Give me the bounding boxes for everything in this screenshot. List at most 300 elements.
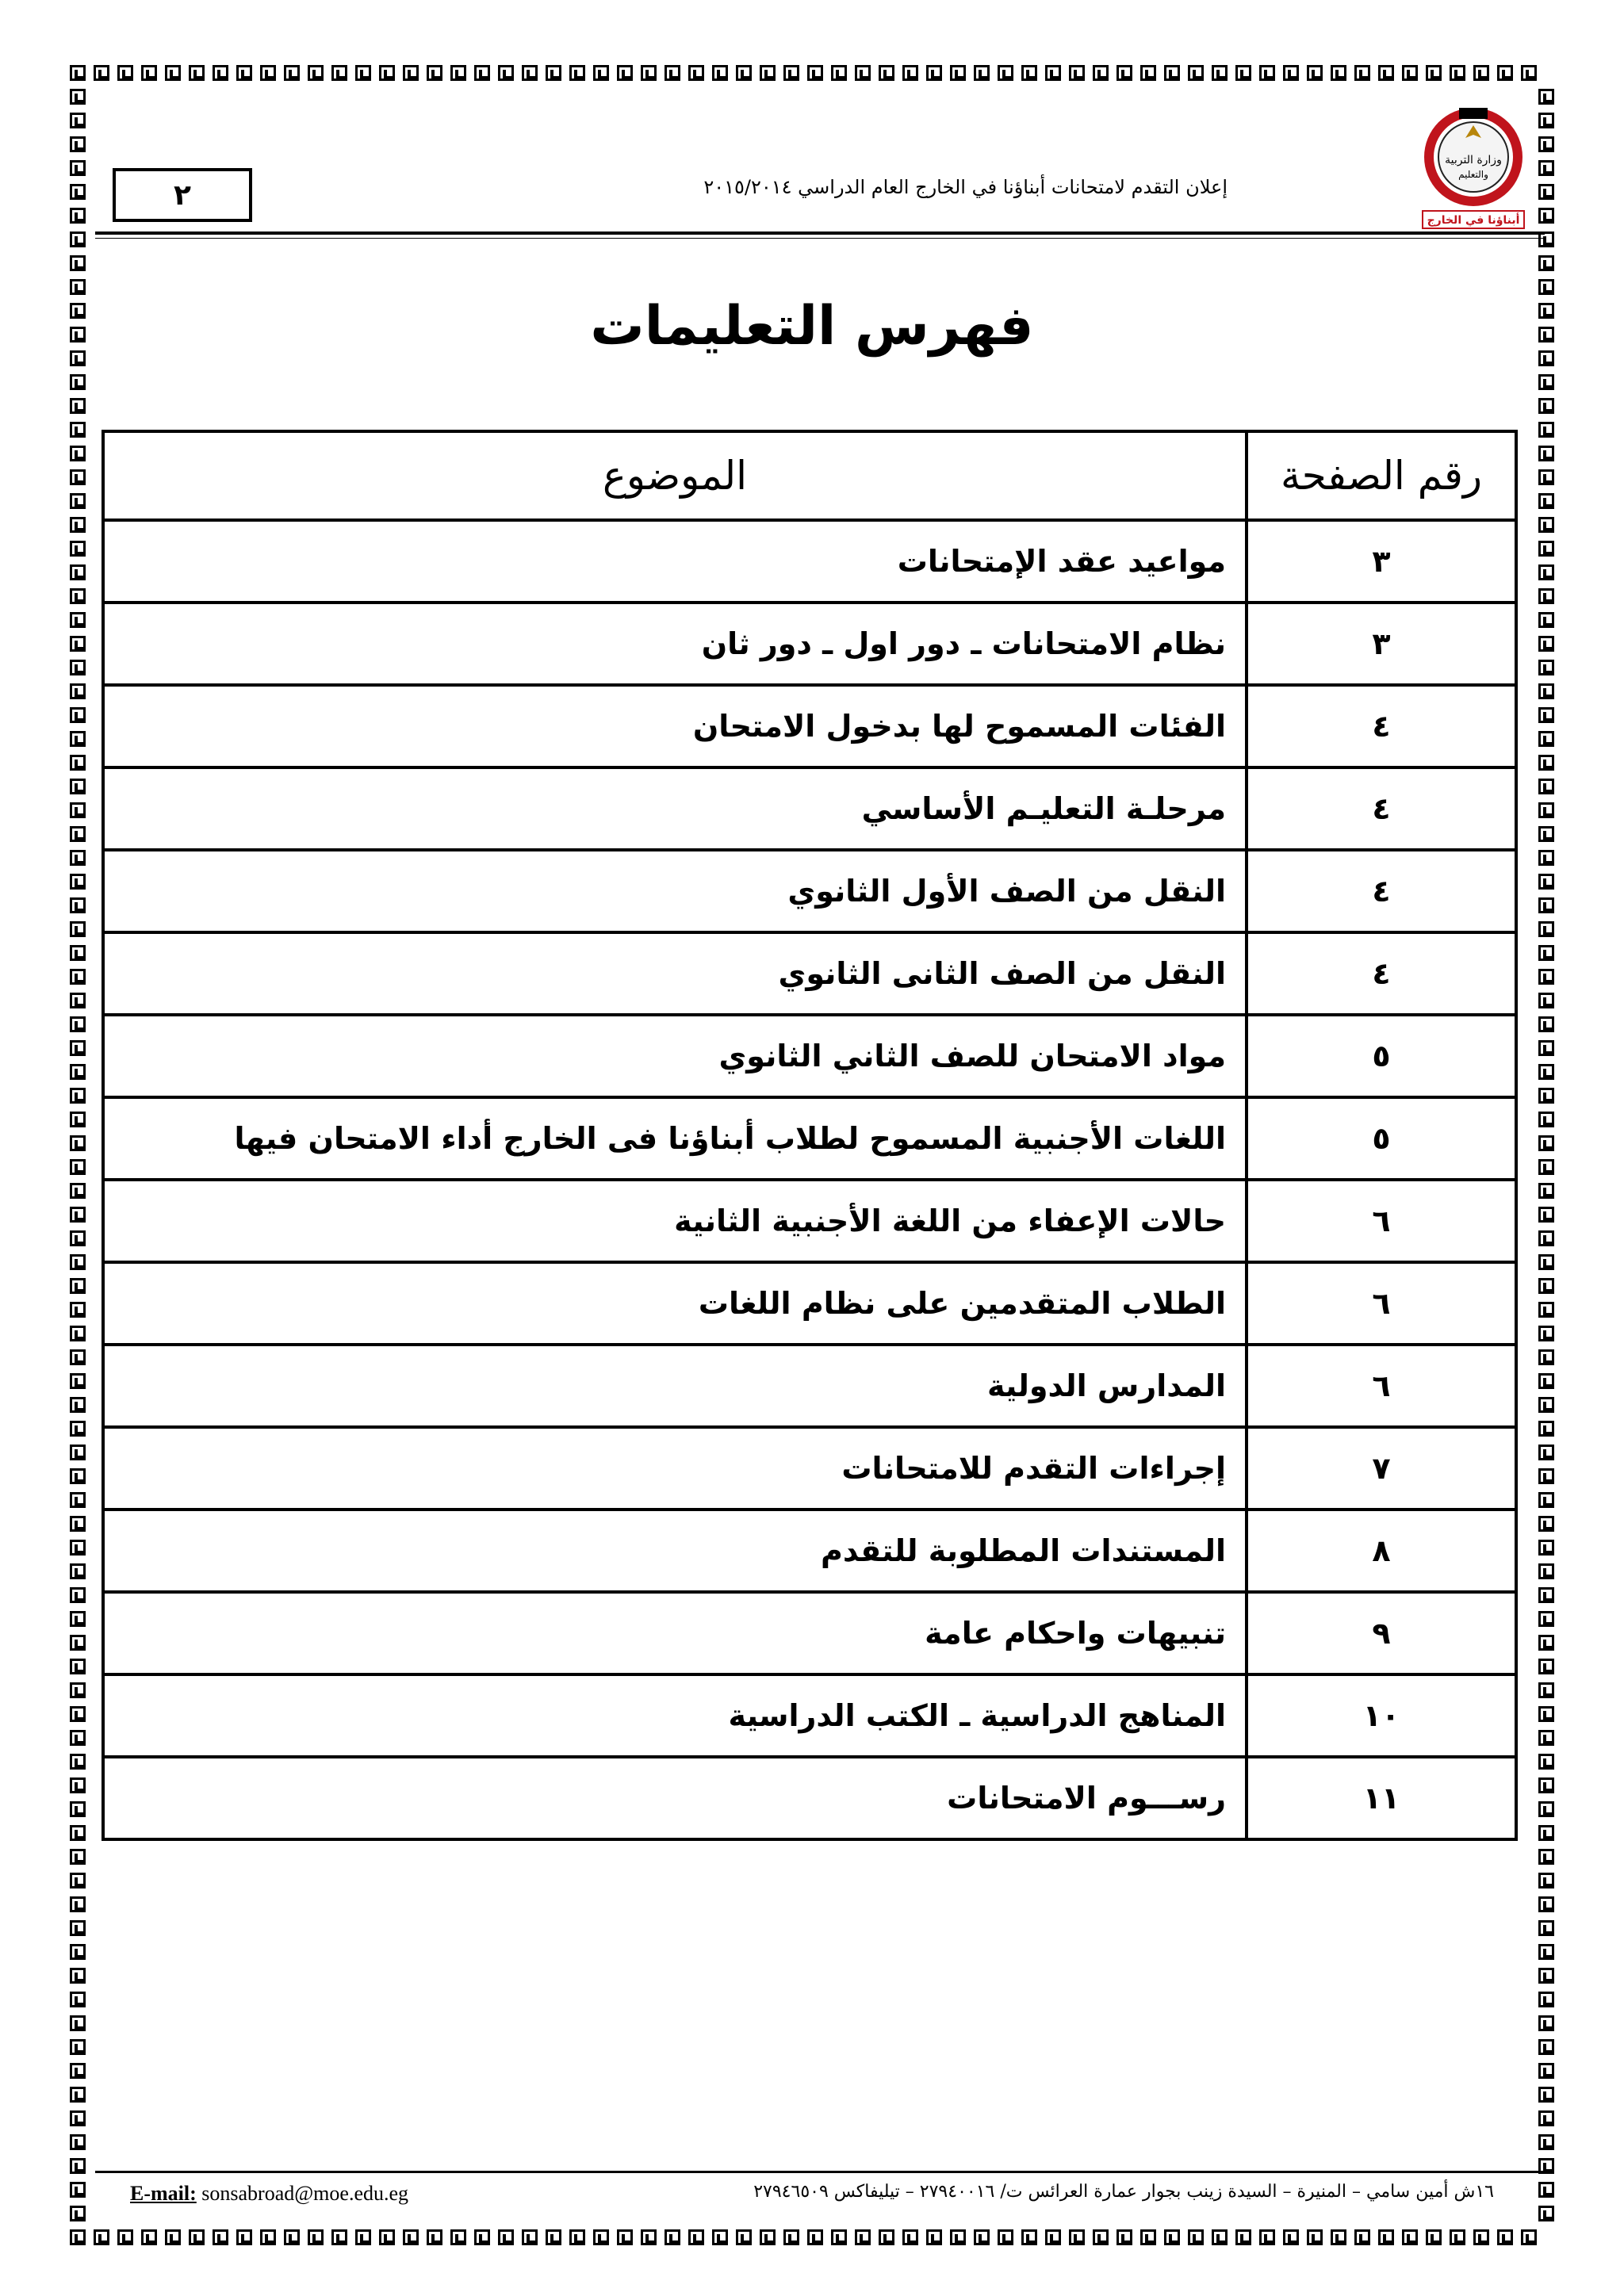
email-address[interactable]: sonsabroad@moe.edu.eg (201, 2182, 409, 2205)
border-square (1212, 2229, 1228, 2245)
border-square (807, 2229, 823, 2245)
toc-page-number: ٧ (1247, 1427, 1516, 1510)
border-square (70, 683, 86, 699)
border-square (70, 2063, 86, 2079)
border-square (165, 65, 181, 81)
logo-caption: أبناؤنا في الخارج (1427, 214, 1520, 227)
border-square (236, 65, 252, 81)
border-square (1538, 1825, 1554, 1841)
border-square (1538, 517, 1554, 533)
border-square (1538, 2015, 1554, 2031)
border-square (1538, 1659, 1554, 1674)
border-square (70, 1278, 86, 1294)
border-square (70, 874, 86, 890)
toc-page-number: ٤ (1247, 932, 1516, 1015)
border-square (1538, 493, 1554, 509)
border-square (70, 636, 86, 652)
border-square (1538, 2182, 1554, 2198)
border-square (641, 2229, 657, 2245)
border-square (213, 65, 228, 81)
page-title: فهرس التعليمات (590, 295, 1034, 358)
border-square (117, 2229, 133, 2245)
toc-topic: إجراءات التقدم للامتحانات (103, 1427, 1247, 1510)
border-square (1538, 1635, 1554, 1651)
border-square (1538, 1135, 1554, 1151)
border-square (1426, 2229, 1442, 2245)
border-square (1538, 1349, 1554, 1365)
border-square (1259, 65, 1275, 81)
border-square (189, 2229, 205, 2245)
border-square (569, 65, 585, 81)
border-square (1497, 2229, 1513, 2245)
border-square (1331, 65, 1346, 81)
border-square (284, 2229, 300, 2245)
border-square (1473, 65, 1489, 81)
border-square (1538, 1397, 1554, 1413)
border-square (70, 2039, 86, 2055)
border-square (1021, 2229, 1037, 2245)
border-square (70, 1801, 86, 1817)
border-square (1164, 65, 1180, 81)
border-square (70, 160, 86, 176)
border-square (1538, 802, 1554, 818)
border-square (1164, 2229, 1180, 2245)
border-square (1538, 1682, 1554, 1698)
border-square (70, 1064, 86, 1080)
table-row (103, 603, 1516, 685)
footer-email (130, 2182, 408, 2206)
table-row (103, 520, 1516, 603)
border-square (70, 398, 86, 414)
border-square (712, 2229, 728, 2245)
border-square (1538, 945, 1554, 961)
border-square (70, 517, 86, 533)
border-bottom (70, 2229, 1537, 2245)
toc-page-number: ٦ (1247, 1180, 1516, 1262)
border-square (1521, 2229, 1537, 2245)
border-square (593, 65, 609, 81)
border-square (70, 493, 86, 509)
border-square (1538, 208, 1554, 224)
border-square (1538, 1016, 1554, 1032)
border-square (1378, 2229, 1394, 2245)
border-square (1045, 2229, 1061, 2245)
column-header-topic: الموضوع (103, 431, 1247, 520)
toc-page-number: ٣ (1247, 603, 1516, 685)
border-square (70, 65, 86, 81)
border-square (1538, 755, 1554, 771)
border-square (1045, 65, 1061, 81)
border-square (1538, 1183, 1554, 1199)
border-square (1378, 65, 1394, 81)
border-square (1538, 1992, 1554, 2007)
toc-page-number: ٤ (1247, 767, 1516, 850)
table-row (103, 1757, 1516, 1839)
border-square (1538, 279, 1554, 295)
border-square (70, 802, 86, 818)
border-square (1538, 1587, 1554, 1603)
border-square (70, 1825, 86, 1841)
border-top (70, 65, 1537, 81)
border-square (70, 731, 86, 747)
border-square (926, 65, 942, 81)
border-square (998, 2229, 1013, 2245)
toc-topic: تنبيهات واحكام عامة (103, 1592, 1247, 1674)
border-square (1538, 874, 1554, 890)
toc-topic: النقل من الصف الثانى الثانوي (103, 932, 1247, 1015)
border-square (70, 1183, 86, 1199)
border-square (1538, 541, 1554, 557)
border-square (1069, 2229, 1085, 2245)
border-square (1538, 1445, 1554, 1460)
border-square (1538, 1968, 1554, 1984)
border-square (1538, 779, 1554, 794)
border-square (165, 2229, 181, 2245)
border-square (1538, 160, 1554, 176)
border-square (1538, 564, 1554, 580)
header-title: إعلان التقدم لامتحانات أبناؤنا في الخارج العام الدراسي ٢٠١٥/٢٠١٤ (703, 176, 1228, 198)
border-square (70, 1896, 86, 1912)
border-square (1538, 660, 1554, 675)
border-square (831, 2229, 847, 2245)
border-square (70, 612, 86, 628)
border-square (1116, 2229, 1132, 2245)
email-label: E-mail: (130, 2182, 197, 2205)
border-square (1538, 1944, 1554, 1960)
border-square (70, 113, 86, 128)
border-square (1538, 113, 1554, 128)
border-square (1538, 1326, 1554, 1341)
border-square (70, 1944, 86, 1960)
border-square (1538, 1920, 1554, 1936)
border-square (70, 1849, 86, 1865)
table-row (103, 1262, 1516, 1345)
border-square (712, 65, 728, 81)
border-square (1538, 1849, 1554, 1865)
border-square (1538, 255, 1554, 271)
border-square (70, 1040, 86, 1056)
border-square (1402, 65, 1418, 81)
border-square (1538, 1373, 1554, 1389)
border-square (308, 2229, 324, 2245)
border-square (1538, 1468, 1554, 1484)
border-square (1538, 1896, 1554, 1912)
border-square (70, 993, 86, 1008)
border-square (1140, 2229, 1156, 2245)
border-square (1538, 1064, 1554, 1080)
border-square (70, 1135, 86, 1151)
table-row (103, 767, 1516, 850)
border-square (450, 65, 466, 81)
toc-page-number: ٦ (1247, 1262, 1516, 1345)
border-square (70, 2158, 86, 2174)
border-square (70, 1373, 86, 1389)
border-square (1259, 2229, 1275, 2245)
toc-header-row (103, 431, 1516, 520)
border-square (1538, 1040, 1554, 1056)
border-square (70, 2206, 86, 2221)
border-square (1354, 65, 1370, 81)
border-square (1538, 612, 1554, 628)
border-square (783, 65, 799, 81)
border-square (70, 1777, 86, 1793)
border-square (1188, 65, 1204, 81)
border-square (807, 65, 823, 81)
border-square (1538, 2063, 1554, 2079)
border-square (1538, 1302, 1554, 1318)
svg-text:وزارة التربية: وزارة التربية (1445, 154, 1502, 166)
border-square (379, 65, 395, 81)
border-square (569, 2229, 585, 2245)
border-square (70, 422, 86, 438)
toc-table (102, 430, 1518, 1841)
border-square (1021, 65, 1037, 81)
toc-topic: النقل من الصف الأول الثانوي (103, 850, 1247, 932)
border-square (70, 1611, 86, 1627)
border-square (1450, 65, 1465, 81)
border-square (427, 2229, 442, 2245)
border-square (1538, 398, 1554, 414)
border-square (1538, 1492, 1554, 1508)
border-square (1538, 850, 1554, 866)
border-square (688, 2229, 704, 2245)
toc-topic: نظام الامتحانات ـ دور اول ـ دور ثان (103, 603, 1247, 685)
border-square (1538, 1706, 1554, 1722)
border-square (1354, 2229, 1370, 2245)
border-square (427, 65, 442, 81)
border-square (1283, 65, 1299, 81)
border-square (1307, 2229, 1323, 2245)
table-row (103, 932, 1516, 1015)
border-square (1538, 707, 1554, 723)
border-square (1331, 2229, 1346, 2245)
border-square (593, 2229, 609, 2245)
toc-topic: الفئات المسموح لها بدخول الامتحان (103, 685, 1247, 767)
table-row (103, 1674, 1516, 1757)
border-square (70, 1873, 86, 1888)
border-square (1473, 2229, 1489, 2245)
border-square (284, 65, 300, 81)
border-square (1538, 1801, 1554, 1817)
footer-divider (95, 2171, 1545, 2173)
border-square (1538, 2087, 1554, 2103)
border-square (70, 1302, 86, 1318)
border-square (1538, 89, 1554, 105)
border-square (1538, 1159, 1554, 1175)
ministry-logo (1411, 101, 1535, 232)
border-square (70, 564, 86, 580)
border-square (1538, 826, 1554, 842)
border-square (1538, 1777, 1554, 1793)
border-square (70, 1682, 86, 1698)
border-square (70, 1754, 86, 1770)
toc-topic: مواعيد عقد الإمتحانات (103, 520, 1247, 603)
table-row (103, 1345, 1516, 1427)
border-square (117, 65, 133, 81)
border-square (665, 2229, 680, 2245)
border-square (1497, 65, 1513, 81)
border-square (70, 1112, 86, 1127)
table-row (103, 1015, 1516, 1097)
border-square (1188, 2229, 1204, 2245)
border-square (70, 1397, 86, 1413)
border-square (70, 2087, 86, 2103)
border-square (1538, 2206, 1554, 2221)
border-square (1116, 65, 1132, 81)
border-square (1538, 588, 1554, 604)
table-row (103, 1180, 1516, 1262)
border-square (403, 2229, 419, 2245)
border-square (855, 65, 871, 81)
border-square (950, 2229, 966, 2245)
toc-page-number: ٩ (1247, 1592, 1516, 1674)
border-square (70, 1659, 86, 1674)
border-square (94, 65, 109, 81)
border-square (70, 1920, 86, 1936)
border-square (403, 65, 419, 81)
border-square (70, 2182, 86, 2198)
svg-text:والتعليم: والتعليم (1458, 169, 1488, 180)
footer-address: ١٦ش أمين سامي – المنيرة – السيدة زينب بجوار عمارة العرائس ت/ ٢٧٩٤٠٠١٦ – تيليفاكس ٢٧٩٤٦٥٠٩ (753, 2182, 1494, 2202)
border-square (70, 1540, 86, 1556)
column-header-page: رقم الصفحة (1247, 431, 1516, 520)
toc-page-number: ٤ (1247, 850, 1516, 932)
border-square (70, 279, 86, 295)
border-square (70, 255, 86, 271)
toc-topic: المناهج الدراسية ـ الكتب الدراسية (103, 1674, 1247, 1757)
border-square (331, 2229, 347, 2245)
border-square (450, 2229, 466, 2245)
border-square (783, 2229, 799, 2245)
border-square (1538, 1254, 1554, 1270)
border-square (1538, 1207, 1554, 1223)
border-left (70, 89, 86, 2221)
border-square (1538, 1540, 1554, 1556)
border-right (1538, 89, 1554, 2221)
border-square (1538, 731, 1554, 747)
border-square (70, 1992, 86, 2007)
border-square (879, 2229, 894, 2245)
border-square (1538, 1873, 1554, 1888)
border-square (1538, 1611, 1554, 1627)
border-square (70, 541, 86, 557)
page-number: ٢ (113, 168, 252, 222)
border-square (1538, 422, 1554, 438)
border-square (1538, 683, 1554, 699)
toc-page-number: ١٠ (1247, 1674, 1516, 1757)
border-square (1450, 2229, 1465, 2245)
border-square (641, 65, 657, 81)
border-square (1538, 1278, 1554, 1294)
toc-topic: المدارس الدولية (103, 1345, 1247, 1427)
header-divider (95, 232, 1545, 235)
border-square (1426, 65, 1442, 81)
border-square (70, 1968, 86, 1984)
border-square (70, 1492, 86, 1508)
border-square (1538, 2110, 1554, 2126)
toc-page-number: ٤ (1247, 685, 1516, 767)
border-square (831, 65, 847, 81)
toc-topic: مواد الامتحان للصف الثاني الثانوي (103, 1015, 1247, 1097)
border-square (1538, 2039, 1554, 2055)
border-square (70, 1088, 86, 1104)
border-square (70, 232, 86, 247)
border-square (1538, 636, 1554, 652)
border-square (1538, 1421, 1554, 1437)
border-square (974, 65, 990, 81)
toc-topic: اللغات الأجنبية المسموح لطلاب أبناؤنا فى الخارج أداء الامتحان فيها (103, 1097, 1247, 1180)
table-row (103, 685, 1516, 767)
border-square (213, 2229, 228, 2245)
border-square (1538, 1754, 1554, 1770)
border-square (70, 446, 86, 461)
border-square (70, 2015, 86, 2031)
border-square (498, 2229, 514, 2245)
border-square (1283, 2229, 1299, 2245)
toc-page-number: ١١ (1247, 1757, 1516, 1839)
border-square (70, 1230, 86, 1246)
border-square (308, 65, 324, 81)
table-row (103, 850, 1516, 932)
border-square (760, 2229, 776, 2245)
border-square (355, 2229, 371, 2245)
toc-page-number: ٨ (1247, 1510, 1516, 1592)
border-square (474, 2229, 490, 2245)
border-square (998, 65, 1013, 81)
border-square (902, 65, 918, 81)
border-square (1538, 1112, 1554, 1127)
border-square (70, 2134, 86, 2150)
border-square (70, 1326, 86, 1341)
border-square (236, 2229, 252, 2245)
border-square (70, 2229, 86, 2245)
border-square (94, 2229, 109, 2245)
border-square (70, 184, 86, 200)
border-square (522, 65, 538, 81)
border-square (1538, 469, 1554, 485)
border-square (1538, 184, 1554, 200)
border-square (70, 2110, 86, 2126)
toc-topic: المستندات المطلوبة للتقدم (103, 1510, 1247, 1592)
border-square (331, 65, 347, 81)
border-square (1538, 1563, 1554, 1579)
border-square (70, 1254, 86, 1270)
border-square (902, 2229, 918, 2245)
border-square (70, 707, 86, 723)
header-divider-thin (95, 238, 1545, 239)
border-square (546, 65, 561, 81)
border-square (1538, 446, 1554, 461)
toc-topic: رســـوم الامتحانات (103, 1757, 1247, 1839)
border-square (70, 1159, 86, 1175)
border-square (70, 755, 86, 771)
border-square (70, 1421, 86, 1437)
border-square (70, 136, 86, 152)
border-square (260, 65, 276, 81)
border-square (70, 1516, 86, 1532)
border-square (70, 826, 86, 842)
border-square (70, 1587, 86, 1603)
border-square (1069, 65, 1085, 81)
border-square (70, 1730, 86, 1746)
border-square (70, 1635, 86, 1651)
toc-topic: الطلاب المتقدمين على نظام اللغات (103, 1262, 1247, 1345)
border-square (1235, 65, 1251, 81)
border-square (1538, 1730, 1554, 1746)
border-square (141, 65, 157, 81)
border-square (1307, 65, 1323, 81)
border-square (1212, 65, 1228, 81)
